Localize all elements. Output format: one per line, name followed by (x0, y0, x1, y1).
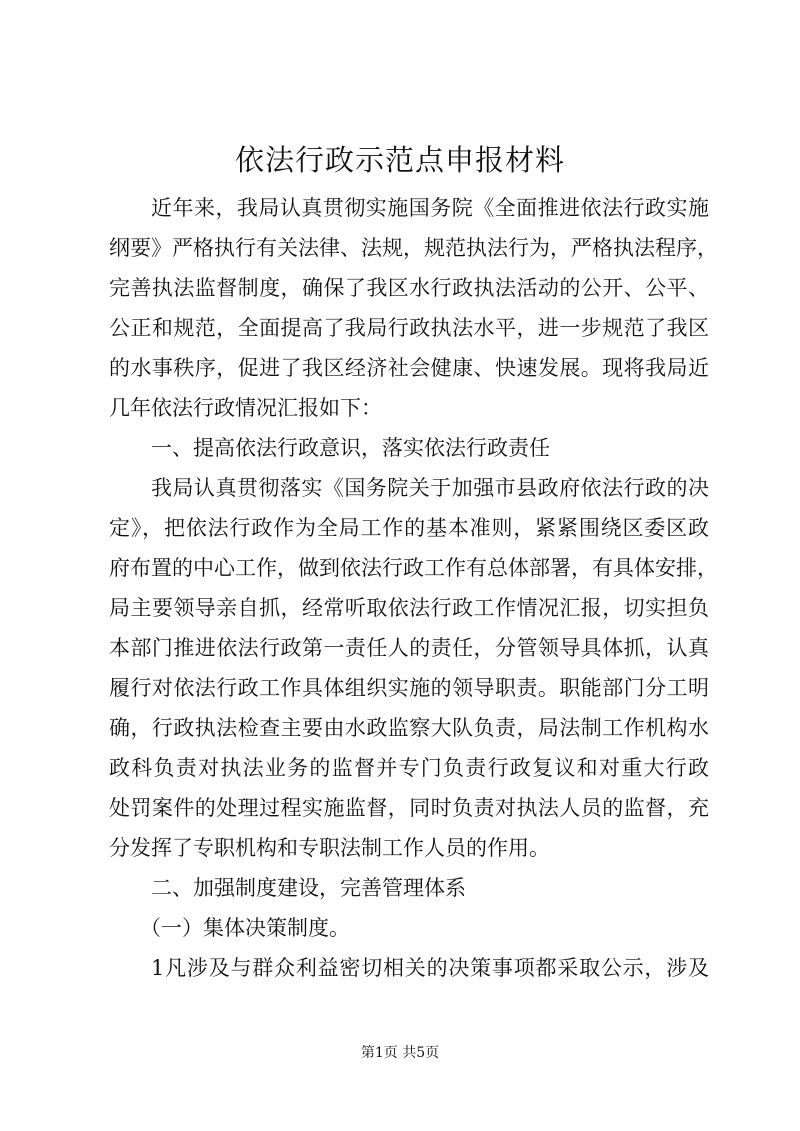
paragraph-1-line-3: 完善执法监督制度，确保了我区水行政执法活动的公开、公平、 (109, 276, 709, 300)
paragraph-2-line-8: 政科负责对执法业务的监督并专门负责行政复议和对重大行政 (109, 756, 709, 780)
paragraph-2-line-7: 确，行政执法检查主要由水政监察大队负责，局法制工作机构水 (109, 716, 709, 740)
paragraph-3-line-1: 1凡涉及与群众利益密切相关的决策事项都采取公示，涉及 (151, 956, 709, 980)
paragraph-2-line-10: 分发挥了专职机构和专职法制工作人员的作用。 (109, 836, 550, 860)
paragraph-1-line-2: 纲要》严格执行有关法律、法规，规范执法行为，严格执法程序， (109, 236, 718, 260)
paragraph-1-line-1: 近年来，我局认真贯彻实施国务院《全面推进依法行政实施 (151, 196, 709, 220)
paragraph-2-line-4: 局主要领导亲自抓，经常听取依法行政工作情况汇报，切实担负 (109, 596, 709, 620)
paragraph-2-line-9: 处罚案件的处理过程实施监督，同时负责对执法人员的监督，充 (109, 796, 709, 820)
paragraph-2-line-3: 府布置的中心工作，做到依法行政工作有总体部署，有具体安排， (109, 556, 718, 580)
page-indicator: 第1页 共5页 (360, 1045, 440, 1061)
paragraph-1-line-4: 公正和规范，全面提高了我局行政执法水平，进一步规范了我区 (109, 316, 709, 340)
section-heading-1: 一、提高依法行政意识，落实依法行政责任 (151, 436, 550, 460)
section-heading-2: 二、加强制度建设，完善管理体系 (151, 876, 466, 900)
paragraph-2-line-6: 履行对依法行政工作具体组织实施的领导职责。职能部门分工明 (109, 676, 709, 700)
paragraph-2-line-1: 我局认真贯彻落实《国务院关于加强市县政府依法行政的决 (151, 476, 709, 500)
document-title: 依法行政示范点申报材料 (234, 143, 565, 177)
paragraph-2-line-5: 本部门推进依法行政第一责任人的责任，分管领导具体抓，认真 (109, 636, 709, 660)
paragraph-1-line-6: 几年依法行政情况汇报如下： (109, 396, 382, 420)
paragraph-1-line-5: 的水事秩序，促进了我区经济社会健康、快速发展。现将我局近 (109, 356, 709, 380)
subsection-heading-1: （一）集体决策制度。 (140, 916, 350, 940)
paragraph-2-line-2: 定》，把依法行政作为全局工作的基本准则，紧紧围绕区委区政 (109, 516, 709, 540)
